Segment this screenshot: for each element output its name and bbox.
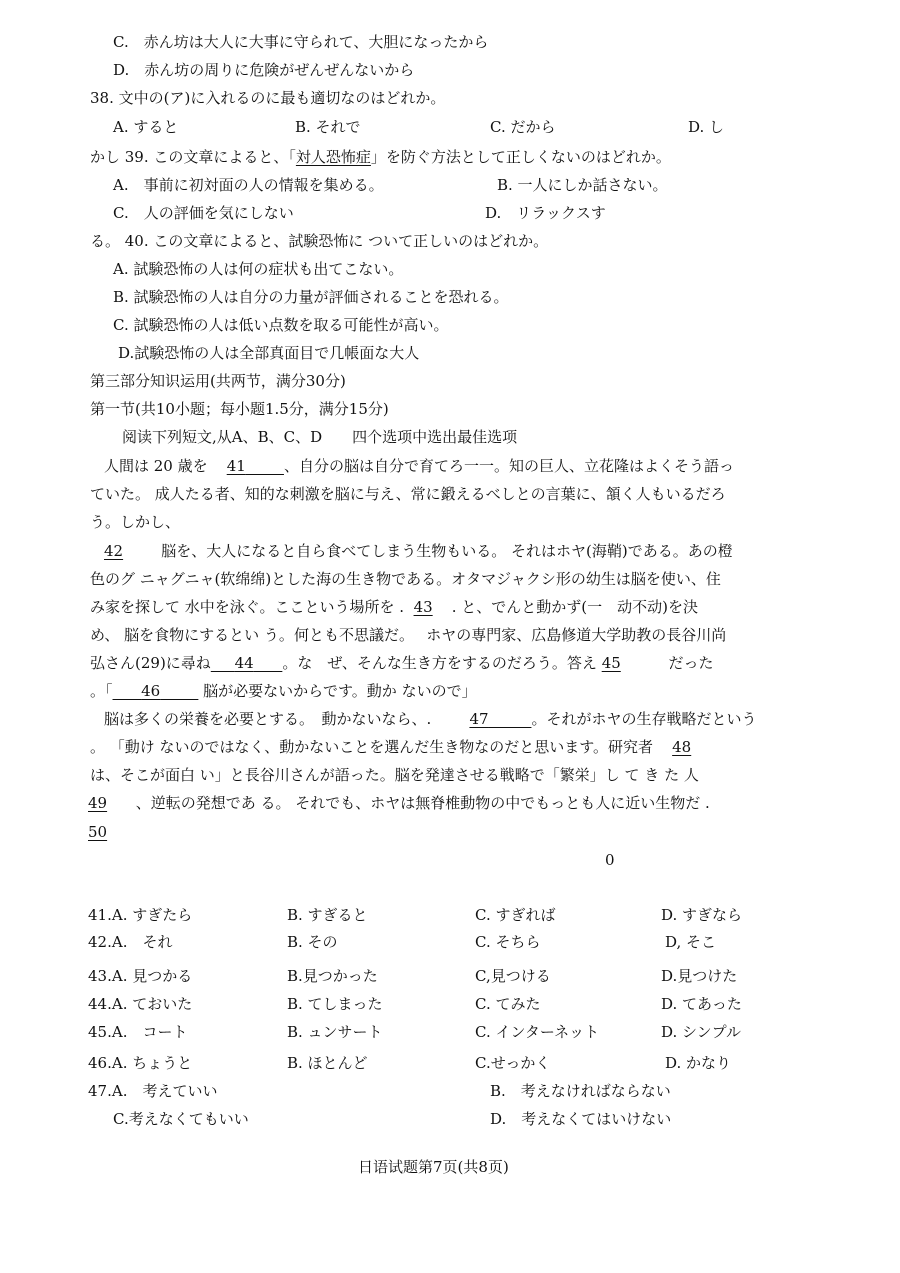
- section1-heading: 第一节(共10小题；每小题1.5分，满分15分): [90, 400, 389, 418]
- passage-text: み家を探して 水中を泳ぐ。ここという場所を .: [90, 598, 405, 616]
- blank-41: 41: [226, 457, 246, 475]
- blank-45: 45: [601, 654, 621, 672]
- q39-option-d: D. リラックスす: [485, 204, 606, 222]
- passage-line: [104, 709, 756, 729]
- stray-zero: 0: [605, 851, 615, 869]
- q39-stem-pre: かし 39. この文章によると、「: [90, 148, 296, 166]
- blank-46: 46: [141, 682, 161, 700]
- option-47-b: B. 考えなければならない: [490, 1082, 671, 1100]
- option-46-c: C.せっかく: [475, 1054, 551, 1072]
- q39-option-c: C. 人の評価を気にしない: [113, 204, 294, 222]
- q40-option-a: A. 試験恐怖の人は何の症状も出てこない。: [113, 260, 404, 278]
- passage-line: [90, 737, 691, 757]
- blank-44-line-post: [254, 654, 283, 672]
- option-41-d: D. すぎなら: [661, 906, 743, 924]
- passage-line: [104, 541, 733, 561]
- blank-46-line-post: [160, 682, 198, 700]
- q39-stem-term: 対人恐怖症: [295, 148, 371, 166]
- passage-text: 、逆転の発想であ る。 それでも、ホヤは無脊椎動物の中でもっとも人に近い生物だ .: [135, 794, 710, 812]
- q38-option-b: B. それで: [295, 118, 361, 136]
- q37-option-d: D. 赤ん坊の周りに危険がぜんぜんないから: [113, 61, 415, 79]
- blank-47: 47: [469, 710, 489, 728]
- passage-line: [90, 653, 713, 673]
- option-46-a: 46.A. ちょうと: [88, 1054, 193, 1072]
- q40-stem: る。 40. この文章によると、試験恐怖に ついて正しいのはどれか。: [90, 232, 549, 250]
- passage-text: 。な ぜ、そんな生き方をするのだろう。答え: [282, 654, 597, 672]
- passage-line: め、 脳を食物にするとい う。何とも不思議だ。 ホヤの専門家、広島修道大学助教の長谷川尚: [90, 626, 727, 644]
- blank-46-line-pre: [113, 682, 142, 700]
- blank-49: 49: [88, 794, 108, 812]
- option-46-d: D. かなり: [665, 1054, 732, 1072]
- passage-line: う。しかし、: [90, 513, 181, 531]
- blank-47-line: [489, 710, 532, 728]
- q40-option-c: C. 試験恐怖の人は低い点数を取る可能性が高い。: [113, 316, 449, 334]
- blank-50: 50: [88, 823, 108, 841]
- blank-42: 42: [104, 542, 124, 560]
- option-41-c: C. すぎれば: [475, 906, 556, 924]
- option-41-b: B. すぎると: [287, 906, 368, 924]
- passage-line: [88, 822, 107, 842]
- passage-text: 、自分の脳は自分で育てろ一一。知の巨人、立花隆はよくそう語っ: [283, 457, 734, 475]
- passage-text: 脳が必要ないからです。動か ないので」: [203, 682, 477, 700]
- passage-line: 色のグ ニャグニャ(软绵绵)とした海の生き物である。オタマジャクシ形の幼生は脳を使い、住: [90, 570, 721, 588]
- blank-48: 48: [672, 738, 692, 756]
- option-45-a: 45.A. コート: [88, 1023, 188, 1041]
- q38-option-c: C. だから: [490, 118, 556, 136]
- option-42-c: C. そちら: [475, 933, 541, 951]
- option-47-d: D. 考えなくてはいけない: [490, 1110, 672, 1128]
- option-47-c: C.考えなくてもいい: [113, 1110, 249, 1128]
- option-45-c: C. インターネット: [475, 1023, 600, 1041]
- q38-option-d: D. し: [688, 118, 725, 136]
- option-44-a: 44.A. ておいた: [88, 995, 193, 1013]
- passage-text: 人間は 20 歳を: [104, 457, 208, 475]
- q40-option-b: B. 試験恐怖の人は自分の力量が評価されることを恐れる。: [113, 288, 509, 306]
- option-42-b: B. その: [287, 933, 338, 951]
- option-43-a: 43.A. 見つかる: [88, 967, 193, 985]
- passage-line: [104, 456, 734, 476]
- option-46-b: B. ほとんど: [287, 1054, 368, 1072]
- option-45-d: D. シンプル: [661, 1023, 742, 1041]
- option-47-a: 47.A. 考えていい: [88, 1082, 218, 1100]
- passage-text: 弘さん(29)に尋ね: [90, 654, 211, 672]
- q38-stem: 38. 文中の(ア)に入れるのに最も適切なのはどれか。: [90, 89, 446, 107]
- blank-41-line: [246, 457, 284, 475]
- option-44-d: D. てあった: [661, 995, 742, 1013]
- passage-line: は、そこが面白 い」と長谷川さんが語った。脳を発達させる戦略で「繁栄」し て き た 人: [90, 766, 699, 784]
- passage-text: 脳を、大人になると自ら食べてしまう生物もいる。 それはホヤ(海鞘)である。あの橙: [161, 542, 733, 560]
- option-43-b: B.見つかった: [287, 967, 378, 985]
- option-41-a: 41.A. すぎたら: [88, 906, 193, 924]
- option-45-b: B. ュンサート: [287, 1023, 383, 1041]
- blank-43: 43: [413, 598, 433, 616]
- q40-option-d: D.試験恐怖の人は全部真面目で几帳面な大人: [118, 344, 420, 362]
- q39-option-a: A. 事前に初対面の人の情報を集める。: [113, 176, 384, 194]
- passage-text: 。「: [90, 682, 113, 700]
- option-44-b: B. てしまった: [287, 995, 383, 1013]
- option-43-d: D.見つけた: [661, 967, 738, 985]
- instruction: 阅读下列短文,从A、B、C、D 四个选项中选出最佳选项: [122, 428, 518, 446]
- q38-option-a: A. すると: [113, 118, 179, 136]
- passage-text: 。 「動け ないのではなく、動かないことを選んだ生き物なのだと思います。研究者: [90, 738, 654, 756]
- passage-text: . と、でんと動かず(一 动不动)を決: [451, 598, 698, 616]
- q39-stem-post: 」を防ぐ方法として正しくないのはどれか。: [370, 148, 671, 166]
- option-44-c: C. てみた: [475, 995, 541, 1013]
- option-43-c: C,見つける: [475, 967, 551, 985]
- passage-text: 脳は多くの栄養を必要とする。 動かないなら、.: [104, 710, 432, 728]
- blank-44: 44: [234, 654, 254, 672]
- passage-line: [88, 793, 710, 813]
- option-42-a: 42.A. それ: [88, 933, 173, 951]
- part3-heading: 第三部分知识运用(共两节，满分30分): [90, 372, 346, 390]
- passage-text: 。それがホヤの生存戦略だという: [531, 710, 757, 728]
- passage-line: ていた。 成人たる者、知的な刺激を脳に与え、常に鍛えるべしとの言葉に、頷く人もいるだろ: [90, 485, 726, 503]
- passage-line: [90, 681, 477, 701]
- q39-stem: [90, 147, 671, 167]
- q37-option-c: C. 赤ん坊は大人に大事に守られて、大胆になったから: [113, 33, 489, 51]
- passage-text: だった: [668, 654, 714, 672]
- passage-line: [90, 597, 698, 617]
- page-footer: 日语试题第7页(共8页): [358, 1158, 509, 1176]
- option-42-d: D, そこ: [665, 933, 717, 951]
- blank-44-line-pre: [211, 654, 235, 672]
- q39-option-b: B. 一人にしか話さない。: [497, 176, 668, 194]
